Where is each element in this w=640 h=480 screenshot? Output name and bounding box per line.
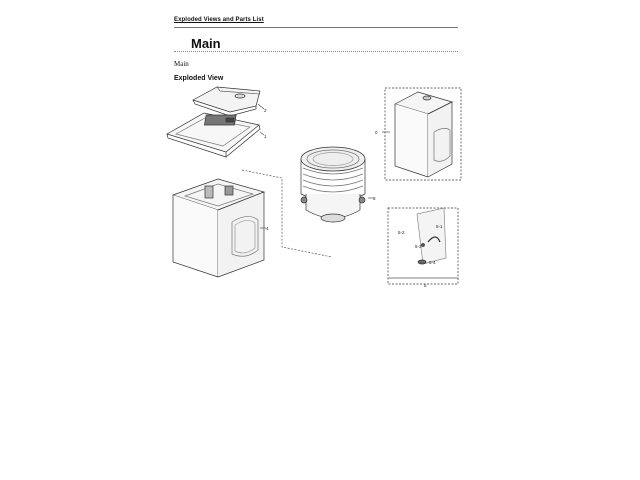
callout-part-5-3: 5-3 bbox=[415, 244, 422, 249]
callout-cabinet: 4 bbox=[266, 226, 269, 231]
section-divider bbox=[174, 51, 458, 52]
exploded-view-heading: Exploded View bbox=[174, 75, 224, 82]
lid-part bbox=[193, 87, 260, 116]
top-cover-part bbox=[167, 113, 260, 157]
cabinet-part bbox=[173, 179, 264, 277]
section-title: Main bbox=[191, 36, 221, 51]
callout-top-cover: 1 bbox=[264, 134, 267, 139]
assembled-washer bbox=[395, 92, 452, 177]
header-title: Exploded Views and Parts List bbox=[174, 17, 264, 23]
exploded-view-diagram bbox=[160, 82, 470, 297]
callout-assembly: 0 bbox=[375, 130, 378, 135]
callout-part-5-2: 5-2 bbox=[398, 230, 405, 235]
section-intro: Main bbox=[174, 60, 189, 68]
callout-lid: 2 bbox=[264, 108, 267, 113]
header-divider bbox=[174, 27, 458, 28]
callout-tub: 8 bbox=[373, 196, 376, 201]
hose-group bbox=[417, 208, 446, 264]
callout-hose-group: 5 bbox=[424, 283, 427, 288]
tub-part bbox=[301, 147, 365, 222]
callout-part-5-4: 5-4 bbox=[429, 260, 436, 265]
callout-part-5-1: 5-1 bbox=[436, 224, 443, 229]
